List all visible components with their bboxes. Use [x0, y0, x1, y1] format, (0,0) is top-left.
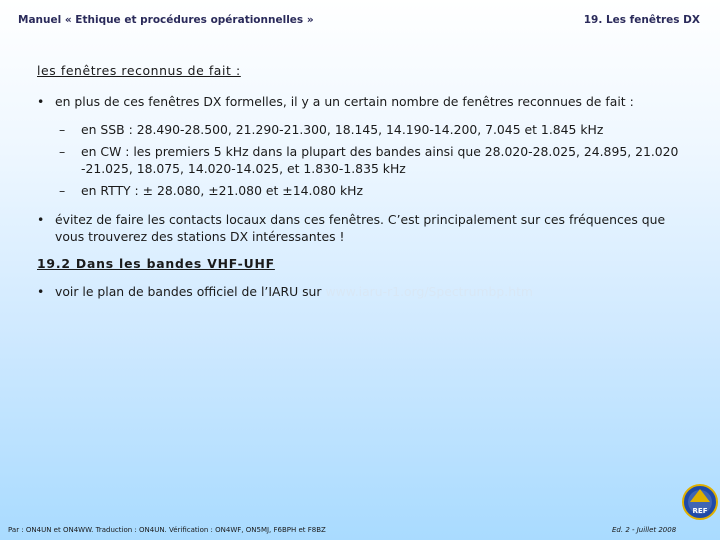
sub-item-text: en RTTY : ± 28.080, ±21.080 et ±14.080 kHz	[81, 183, 363, 198]
bullet-text: en plus de ces fenêtres DX formelles, il y a un certain nombre de fenêtres reconnues de fait :	[55, 94, 634, 109]
sub-item-text: en SSB : 28.490-28.500, 21.290-21.300, 18.145, 14.190-14.200, 7.045 et 1.845 kHz	[81, 122, 604, 137]
bullet-text: évitez de faire les contacts locaux dans ces fenêtres. C’est principalement sur ces fréquences que vous trouverez des stations DX intéressantes !	[55, 212, 666, 244]
dash-symbol: –	[59, 144, 66, 159]
ref-logo	[682, 482, 718, 522]
content	[37, 62, 687, 300]
header-left: Manuel « Ethique et procédures opérationnelles »	[18, 14, 314, 26]
dash-symbol: –	[59, 183, 66, 198]
sub-item-text: en CW : les premiers 5 kHz dans la plupart des bandes ainsi que 28.020-28.025, 24.895, 21.020 -21.025, 18.075, 14.020-14.025, et 1.830-1.835 kHz	[81, 144, 679, 176]
sub-item-cw	[37, 143, 687, 177]
bullet-item	[37, 93, 687, 110]
dash-symbol: –	[59, 122, 66, 137]
bullet-text: voir le plan de bandes officiel de l’IARU sur	[55, 284, 326, 299]
footer-credits: Par : ON4UN et ON4WW. Traduction : ON4UN. Vérification : ON4WF, ON5MJ, F6BPH et F8BZ	[8, 526, 326, 534]
bullet-item	[37, 211, 687, 245]
footer-edition: Ed. 2 - Juillet 2008	[612, 526, 677, 534]
bullet-symbol: •	[37, 284, 45, 299]
iaru-link[interactable]: www.iaru-r1.org/Spectrumbp.htm	[325, 284, 533, 299]
bullet-item	[37, 283, 687, 300]
section-heading-fenetres: les fenêtres reconnus de fait :	[37, 63, 241, 78]
sub-item-rtty	[37, 182, 687, 199]
bullet-symbol: •	[37, 212, 45, 227]
header-right: 19. Les fenêtres DX	[583, 14, 700, 26]
section-heading-vhf-uhf: 19.2 Dans les bandes VHF-UHF	[37, 256, 275, 271]
bullet-symbol: •	[37, 94, 45, 109]
sub-item-ssb	[37, 121, 687, 138]
logo-text: REF	[692, 507, 708, 515]
